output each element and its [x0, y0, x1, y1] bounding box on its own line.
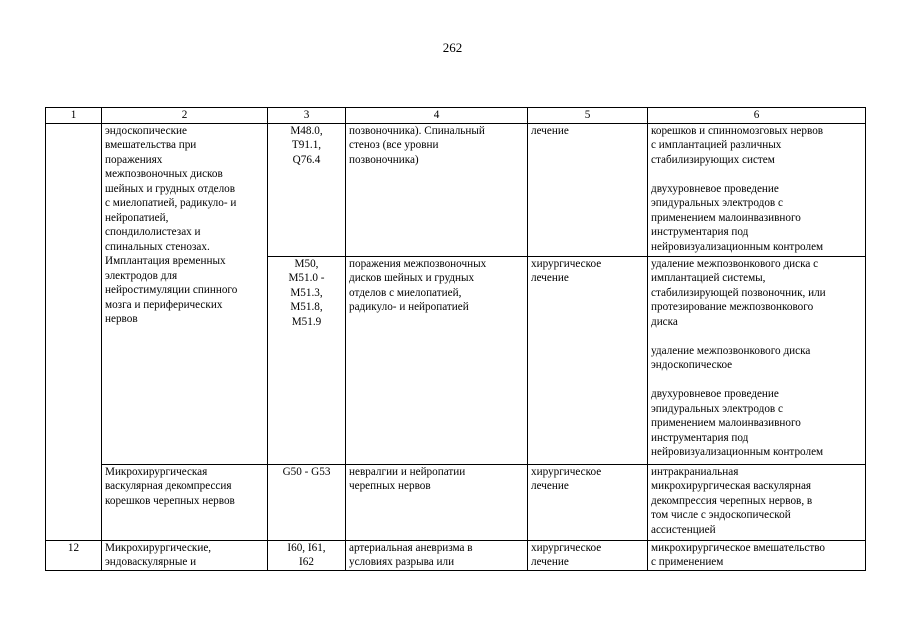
icd-code-cell: G50 - G53: [268, 464, 346, 540]
icd-code-cell: M48.0, T91.1, Q76.4: [268, 123, 346, 256]
treatment-method-cell: [648, 540, 866, 570]
method-paragraph: микрохирургическое вмешательство с применением: [651, 541, 826, 568]
icd-code-cell: M50, M51.0 - M51.3, M51.8, M51.9: [268, 256, 346, 464]
column-number: 1: [46, 108, 102, 124]
icd-code-cell: I60, I61, I62: [268, 540, 346, 570]
method-paragraph: корешков и спинномозговых нервов с имплантацией различных стабилизирующих систем: [651, 124, 824, 166]
treatment-method-cell: [648, 256, 866, 464]
column-number: 6: [648, 108, 866, 124]
table-row: [46, 540, 866, 570]
column-number: 3: [268, 108, 346, 124]
treatment-type-cell: хирургическое лечение: [528, 464, 648, 540]
diagnosis-cell: позвоночника). Спинальный стеноз (все уровни позвоночника): [346, 123, 528, 256]
method-paragraph: двухуровневое проведение эпидуральных электродов с применением малоинвазивного инструментария под нейровизуализационным контролем: [651, 388, 824, 458]
column-number: 4: [346, 108, 528, 124]
row-number-cell: 12: [46, 540, 102, 570]
diagnosis-cell: невралгии и нейропатии черепных нервов: [346, 464, 528, 540]
intervention-name-cell: эндоскопические вмешательства при поражениях межпозвоночных дисков шейных и грудных отделов с миелопатией, радикуло- и нейропатией, спондилолистезах и спинальных стенозах. Имплантация временных электродов для нейростимуляции спинного мозга и периферических нервов: [102, 123, 268, 464]
treatment-method-cell: [648, 464, 866, 540]
column-number-row: [46, 108, 866, 124]
treatment-method-cell: [648, 123, 866, 256]
treatment-type-cell: лечение: [528, 123, 648, 256]
method-paragraph: интракраниальная микрохирургическая васкулярная декомпрессия черепных нервов, в том числе с эндоскопической ассистенцией: [651, 465, 813, 536]
method-paragraph: удаление межпозвонкового диска с имплантацией системы, стабилизирующей позвоночник, или протезирование межпозвонкового диска: [651, 257, 826, 328]
medical-care-table: [45, 107, 866, 571]
intervention-name-cell: Микрохирургические, эндоваскулярные и: [102, 540, 268, 570]
column-number: 2: [102, 108, 268, 124]
page-number: 262: [442, 40, 463, 55]
column-number: 5: [528, 108, 648, 124]
table-row: [46, 464, 866, 540]
method-paragraph: двухуровневое проведение эпидуральных электродов с применением малоинвазивного инструментария под нейровизуализационным контролем: [651, 182, 824, 253]
diagnosis-cell: поражения межпозвоночных дисков шейных и грудных отделов с миелопатией, радикуло- и нейропатией: [346, 256, 528, 464]
treatment-type-cell: хирургическое лечение: [528, 540, 648, 570]
row-number-cell: [46, 123, 102, 540]
intervention-name-cell: Микрохирургическая васкулярная декомпрессия корешков черепных нервов: [102, 464, 268, 540]
table-row: [46, 123, 866, 256]
treatment-type-cell: хирургическое лечение: [528, 256, 648, 464]
diagnosis-cell: артериальная аневризма в условиях разрыва или: [346, 540, 528, 570]
method-paragraph: удаление межпозвонкового диска эндоскопическое: [651, 344, 811, 371]
